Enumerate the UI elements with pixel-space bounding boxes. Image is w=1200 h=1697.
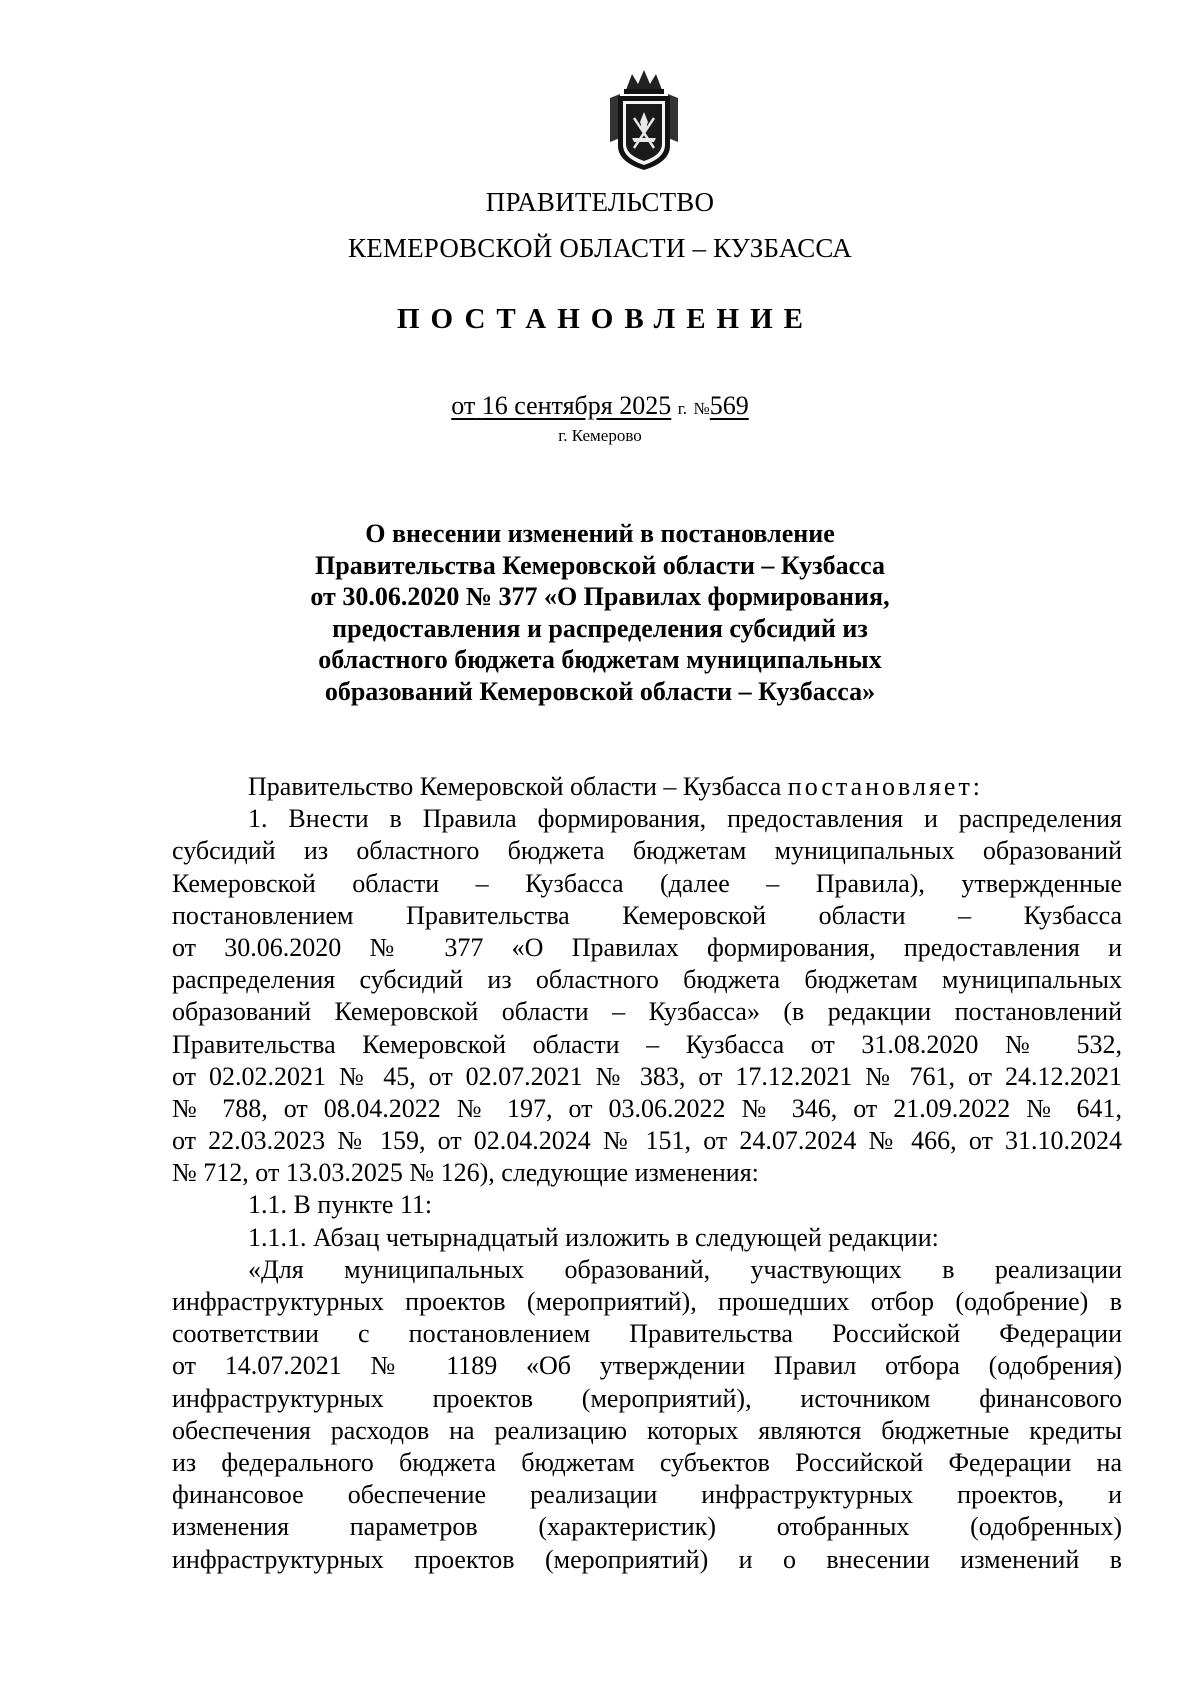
- preamble-text: Правительство Кемеровской области – Кузбасса: [248, 772, 782, 801]
- title-line: образований Кемеровской области – Кузбасса»: [324, 676, 876, 706]
- body-line: № 712, от 13.03.2025 № 126), следующие изменения:: [172, 1158, 759, 1188]
- body-line: из федерального бюджета бюджетам субъектов Российской Федерации на: [172, 1447, 1122, 1477]
- year-suffix: г.: [677, 399, 688, 418]
- body-line: от 02.02.2021 № 45, от 02.07.2021 № 383, от 17.12.2021 № 761, от 24.12.2021: [172, 1061, 1122, 1091]
- title-line: от 30.06.2020 № 377 «О Правилах формирования,: [310, 582, 890, 611]
- body-line: соответствии с постановлением Правительства Российской Федерации: [172, 1319, 1122, 1349]
- body-line: 1.1. В пункте 11:: [248, 1190, 433, 1220]
- date-number-line: [0, 391, 1200, 421]
- document-city: г. Кемерово: [558, 426, 642, 445]
- government-name-line-1: ПРАВИТЕЛЬСТВО: [485, 187, 715, 217]
- body-line: от 22.03.2023 № 159, от 02.04.2024 № 151, от 24.07.2024 № 466, от 31.10.2024: [172, 1126, 1122, 1156]
- body-line: распределения субсидий из областного бюджета бюджетам муниципальных: [172, 965, 1122, 995]
- document-title: [0, 518, 1200, 707]
- body-line: финансовое обеспечение реализации инфраструктурных проектов, и: [172, 1480, 1122, 1510]
- body-line: инфраструктурных проектов (мероприятий), источником финансового: [172, 1383, 1122, 1413]
- preamble-verb: постановляет:: [787, 772, 984, 801]
- body-line: инфраструктурных проектов (мероприятий), прошедших отбор (одобрение) в: [172, 1287, 1122, 1316]
- preamble: [172, 771, 1122, 803]
- body-line: Правительства Кемеровской области – Кузбасса от 31.08.2020 № 532,: [172, 1029, 1122, 1059]
- body-line: образований Кемеровской области – Кузбасса» (в редакции постановлений: [172, 997, 1122, 1027]
- body-line: 1. Внести в Правила формирования, предоставления и распределения: [248, 804, 1122, 834]
- title-line: Правительства Кемеровской области – Кузбасса: [315, 550, 885, 580]
- body-line: «Для муниципальных образований, участвующих в реализации: [248, 1254, 1122, 1284]
- number-label: №: [693, 399, 710, 418]
- document-body: [172, 771, 1122, 1576]
- document-date: 16 сентября 2025: [481, 391, 672, 420]
- coat-of-arms-icon: [604, 68, 684, 172]
- body-line: обеспечения расходов на реализацию которых являются бюджетные кредиты: [172, 1415, 1122, 1445]
- body-line: постановлением Правительства Кемеровской области – Кузбасса: [172, 900, 1122, 930]
- title-line: областного бюджета бюджетам муниципальных: [318, 645, 882, 674]
- body-line: от 30.06.2020 № 377 «О Правилах формирования, предоставления и: [172, 932, 1122, 962]
- body-line: изменения параметров (характеристик) отобранных (одобренных): [172, 1512, 1122, 1542]
- body-line: от 14.07.2021 № 1189 «Об утверждении Правил отбора (одобрения): [172, 1351, 1122, 1381]
- body-line: субсидий из областного бюджета бюджетам муниципальных образований: [172, 836, 1122, 866]
- document-number: 569: [709, 391, 749, 420]
- body-line: Кемеровской области – Кузбасса (далее – Правила), утвержденные: [172, 868, 1122, 898]
- government-name-line-2: КЕМЕРОВСКОЙ ОБЛАСТИ – КУЗБАССА: [348, 233, 852, 263]
- date-prefix: от: [451, 391, 476, 420]
- body-line: 1.1.1. Абзац четырнадцатый изложить в следующей редакции:: [248, 1222, 939, 1252]
- body-line: № 788, от 08.04.2022 № 197, от 03.06.2022 № 346, от 21.09.2022 № 641,: [172, 1093, 1122, 1123]
- title-line: предоставления и распределения субсидий из: [332, 613, 868, 643]
- title-line: О внесении изменений в постановление: [365, 519, 835, 548]
- body-line: инфраструктурных проектов (мероприятий) и о внесении изменений в: [172, 1544, 1122, 1574]
- document-type: ПОСТАНОВЛЕНИЕ: [396, 303, 814, 335]
